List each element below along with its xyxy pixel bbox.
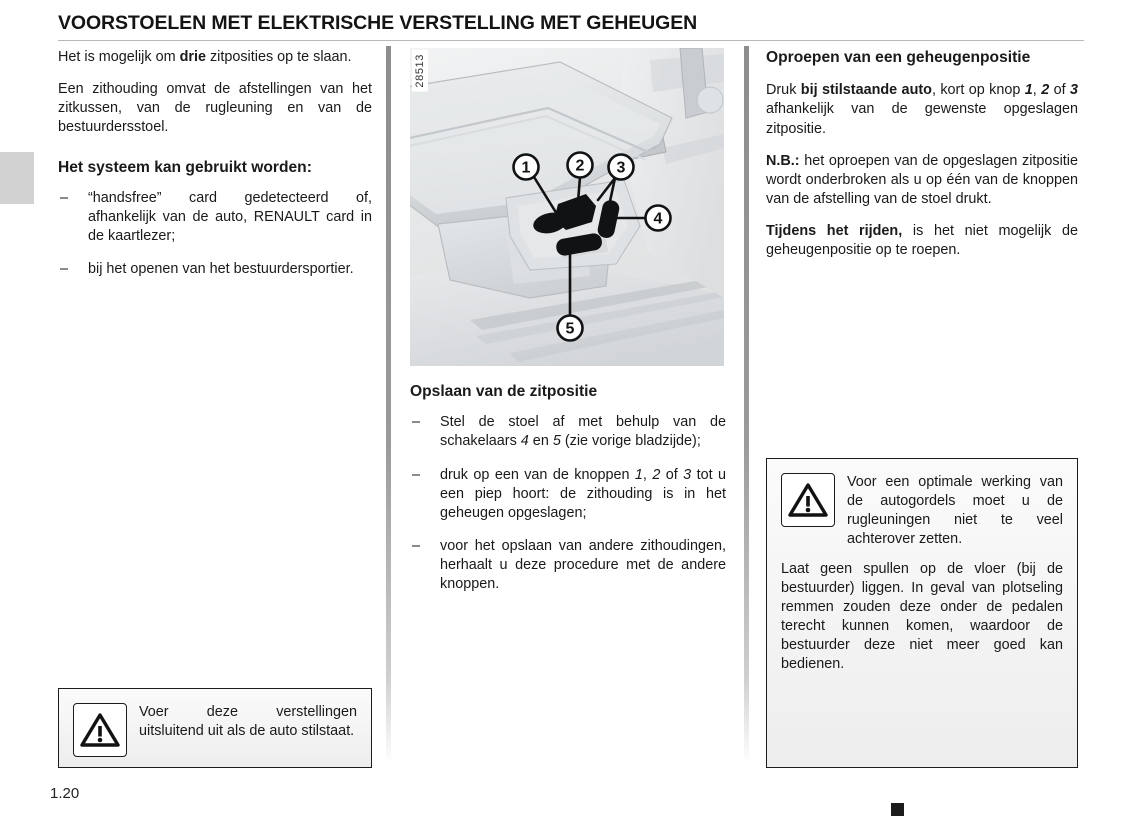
- recall-ref-3: 3: [1070, 82, 1079, 99]
- warning-right-text-block: [847, 473, 1063, 550]
- list-item: [410, 466, 726, 523]
- step1-text-b: en: [528, 433, 553, 450]
- intro-text-a: Het is mogelijk om: [58, 49, 180, 65]
- page-title: VOORSTOELEN MET ELEKTRISCHE VERSTELLING MET GEHEUGEN: [58, 12, 698, 34]
- driving-paragraph: [766, 222, 1078, 260]
- left-column: [58, 48, 372, 280]
- intro-paragraph-1: [58, 48, 372, 67]
- middle-column-heading: Opslaan van de zitpositie: [410, 383, 598, 400]
- note-text: het oproepen van de opgeslagen zitpositie wordt onderbroken als u op één van de knoppen van de afstelling van de stoel drukt.: [766, 152, 1078, 208]
- svg-text:1: 1: [521, 159, 531, 177]
- left-column-heading: Het systeem kan gebruikt worden:: [58, 158, 312, 176]
- middle-column: [410, 48, 726, 595]
- intro-paragraph-2: Een zithouding omvat de afstellingen van het zitkussen, van de rugleuning en van de bestuurdersstoel.: [58, 81, 372, 136]
- recall-text-f: afhankelijk van de gewenste opgeslagen zitpositie.: [766, 101, 1078, 137]
- recall-text-d: ,: [1032, 82, 1042, 99]
- intro-text-c: zitposities op te slaan.: [205, 49, 352, 65]
- step2-text-b: ,: [642, 466, 653, 483]
- recall-ref-1: 1: [1024, 82, 1033, 99]
- step2-text-d: tot u een piep hoort: de zithouding is in het geheugen opgeslagen;: [440, 466, 727, 521]
- recall-ref-2: 2: [1041, 82, 1050, 99]
- figure-illustration: [410, 48, 724, 366]
- note-paragraph: [766, 152, 1078, 209]
- svg-text:2: 2: [575, 157, 585, 175]
- recall-emphasis-stilstaande: bij stilstaande auto: [800, 82, 932, 99]
- step2-ref-2: 2: [652, 466, 661, 483]
- system-conditions-list: [58, 189, 372, 280]
- intro-emphasis-drie: drie: [179, 49, 206, 65]
- recall-text-a: Druk: [766, 82, 801, 99]
- save-position-steps: [410, 413, 726, 594]
- warning-right-text-2: Laat geen spullen op de vloer (bij de bestuurder) liggen. In geval van plotseling remmen zouden deze onder de pedalen terecht kunnen komen, waardoor de bestuurder deze niet meer goed kan bedienen.: [781, 560, 1063, 673]
- right-column-heading: Oproepen van een geheugenpositie: [766, 49, 1031, 66]
- warning-triangle-icon: [73, 703, 127, 757]
- step2-text-a: druk op een van de knoppen: [440, 466, 635, 483]
- column-divider-left: [386, 46, 391, 764]
- warning-right-text-1: Voor een optimale werking van de autogordels moet u de rugleuningen niet te veel achterover zetten.: [847, 474, 1063, 548]
- recall-text-c: , kort op knop: [931, 82, 1025, 99]
- step1-ref-4: 4: [520, 433, 529, 450]
- svg-text:3: 3: [616, 159, 626, 177]
- driving-text: is het niet mogelijk de geheugenpositie op te roepen.: [766, 223, 1078, 259]
- title-rule: [58, 40, 1084, 41]
- warning-triangle-glyph: [80, 712, 120, 748]
- step1-ref-5: 5: [552, 433, 561, 450]
- svg-text:4: 4: [653, 210, 663, 228]
- step2-text-c: of: [660, 466, 684, 483]
- recall-text-e: of: [1049, 82, 1071, 99]
- step2-ref-3: 3: [683, 466, 692, 483]
- step1-text-a: Stel de stoel af met behulp van de schakelaars: [440, 414, 726, 450]
- warning-triangle-glyph: [788, 482, 828, 518]
- list-item: – voor het opslaan van andere zithoudingen, herhaalt u deze procedure met de andere knoppen.: [410, 537, 726, 594]
- warning-box-right: [766, 458, 1078, 768]
- warning-left-text-block: [139, 703, 357, 741]
- list-item: – “handsfree” card gedetecteerd of, afhankelijk van de auto, RENAULT card in de kaartlezer;: [58, 189, 372, 246]
- end-of-section-marker: [891, 803, 904, 816]
- warning-box-left: [58, 688, 372, 768]
- step1-text-c: (zie vorige bladzijde);: [560, 433, 701, 450]
- list-item: [410, 413, 726, 451]
- driving-label: Tijdens het rijden,: [766, 223, 903, 240]
- page-number: 1.20: [50, 785, 80, 802]
- figure-id-label: 28513: [412, 50, 428, 92]
- recall-paragraph: [766, 81, 1078, 138]
- column-divider-right: [744, 46, 749, 764]
- svg-text:5: 5: [565, 320, 575, 338]
- right-column: [766, 48, 1078, 274]
- warning-triangle-icon: [781, 473, 835, 527]
- warning-left-text: Voer deze verstellingen uitsluitend uit als de auto stilstaat.: [139, 704, 357, 740]
- note-label: N.B.:: [766, 152, 800, 169]
- list-item: – bij het openen van het bestuurdersportier.: [58, 260, 372, 279]
- step2-ref-1: 1: [634, 466, 643, 483]
- section-edge-tab: [0, 152, 34, 204]
- seat-controls-figure: [410, 48, 724, 366]
